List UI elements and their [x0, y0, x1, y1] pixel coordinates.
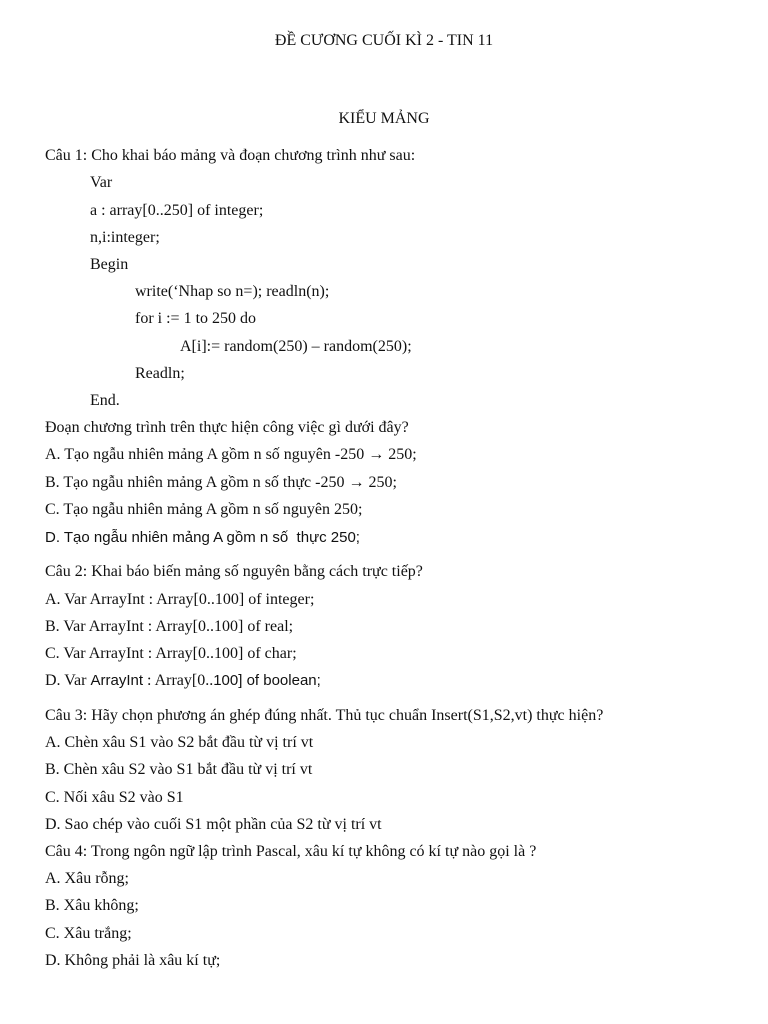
question-1-prompt: Đoạn chương trình trên thực hiện công việc gì dưới đây? [45, 419, 409, 436]
document-title: ĐỀ CƯƠNG CUỐI KÌ 2 - TIN 11 [274, 32, 494, 49]
question-2: Câu 2: Khai báo biến mảng số nguyên bằng cách trực tiếp? [45, 563, 423, 580]
code-line: A[i]:= random(250) – random(250); [180, 338, 412, 355]
code-line: write(‘Nhap so n=); readln(n); [135, 283, 330, 300]
answer-option: A. Xâu rỗng; [45, 870, 129, 887]
answer-option: D. Sao chép vào cuối S1 một phần của S2 từ vị trí vt [45, 816, 382, 833]
code-line: n,i:integer; [90, 229, 160, 246]
code-line: a : array[0..250] of integer; [90, 202, 264, 219]
question-3: Câu 3: Hãy chọn phương án ghép đúng nhất. Thủ tục chuẩn Insert(S1,S2,vt) thực hiện? [45, 707, 604, 724]
answer-option: C. Nối xâu S2 vào S1 [45, 789, 184, 806]
answer-option: B. Var ArrayInt : Array[0..100] of real; [45, 618, 294, 635]
code-line: Begin [90, 256, 129, 273]
question-1: Câu 1: Cho khai báo mảng và đoạn chương trình như sau: [45, 147, 416, 164]
option-text: : Array[0.. [143, 672, 214, 689]
option-text: D. Var [45, 672, 91, 689]
answer-option: B. Tạo ngẫu nhiên mảng A gồm n số thực -250 → 250; [45, 474, 397, 491]
answer-option: A. Var ArrayInt : Array[0..100] of integer; [45, 591, 315, 608]
answer-option: B. Chèn xâu S2 vào S1 bắt đầu từ vị trí vt [45, 761, 313, 778]
section-heading: KIỂU MẢNG [338, 110, 430, 127]
answer-option: A. Tạo ngẫu nhiên mảng A gồm n số nguyên -250 → 250; [45, 446, 417, 463]
option-text: ArrayInt [90, 672, 143, 689]
answer-option: C. Tạo ngẫu nhiên mảng A gồm n số nguyên 250; [45, 501, 363, 518]
answer-option: D. Tạo ngẫu nhiên mảng A gồm n số thực 250; [45, 529, 360, 546]
option-text: 100] of boolean; [213, 672, 321, 689]
answer-option [45, 671, 321, 691]
code-line: Readln; [135, 365, 185, 382]
answer-option: A. Chèn xâu S1 vào S2 bắt đầu từ vị trí vt [45, 734, 314, 751]
answer-option: C. Var ArrayInt : Array[0..100] of char; [45, 645, 297, 662]
code-line: for i := 1 to 250 do [135, 310, 257, 327]
code-line: Var [90, 174, 113, 191]
answer-option: D. Không phải là xâu kí tự; [45, 952, 221, 969]
code-line: End. [90, 392, 120, 409]
answer-option: C. Xâu trắng; [45, 925, 132, 942]
answer-option: B. Xâu không; [45, 897, 139, 914]
question-4: Câu 4: Trong ngôn ngữ lập trình Pascal, xâu kí tự không có kí tự nào gọi là ? [45, 843, 537, 860]
